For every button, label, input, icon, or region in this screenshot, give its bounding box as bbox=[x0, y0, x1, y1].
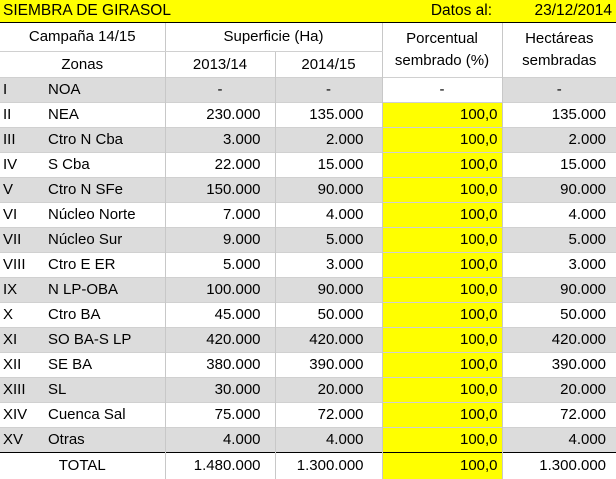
surface-2013-14: 9.000 bbox=[165, 228, 275, 253]
surface-2014-15: 5.000 bbox=[275, 228, 382, 253]
surface-2014-15: 50.000 bbox=[275, 303, 382, 328]
date-value: 23/12/2014 bbox=[502, 0, 616, 23]
hectares-sown: 3.000 bbox=[502, 253, 616, 278]
hectares-sown: 20.000 bbox=[502, 378, 616, 403]
total-row bbox=[0, 453, 616, 479]
surface-2013-14: 30.000 bbox=[165, 378, 275, 403]
zone-name: Otras bbox=[48, 428, 165, 453]
zone-name: Ctro BA bbox=[48, 303, 165, 328]
zone-number: III bbox=[0, 128, 48, 153]
year1-header: 2013/14 bbox=[165, 52, 275, 78]
surface-2014-15: 90.000 bbox=[275, 278, 382, 303]
hectares-sown: 135.000 bbox=[502, 103, 616, 128]
surface-2014-15: 90.000 bbox=[275, 178, 382, 203]
surface-2014-15: 3.000 bbox=[275, 253, 382, 278]
surface-2014-15: 15.000 bbox=[275, 153, 382, 178]
hectares-header: Hectáreas sembradas bbox=[502, 23, 616, 78]
percent-sown: 100,0 bbox=[382, 203, 502, 228]
percent-sown: 100,0 bbox=[382, 128, 502, 153]
surface-2013-14: 150.000 bbox=[165, 178, 275, 203]
table-row bbox=[0, 78, 616, 103]
total-label: TOTAL bbox=[0, 453, 165, 479]
surface-2014-15: 20.000 bbox=[275, 378, 382, 403]
zone-number: VII bbox=[0, 228, 48, 253]
zone-number: XI bbox=[0, 328, 48, 353]
zone-number: V bbox=[0, 178, 48, 203]
surface-2013-14: - bbox=[165, 78, 275, 103]
percent-sown: 100,0 bbox=[382, 153, 502, 178]
table-row bbox=[0, 353, 616, 378]
zone-name: NEA bbox=[48, 103, 165, 128]
surface-2014-15: 4.000 bbox=[275, 428, 382, 453]
table-row bbox=[0, 303, 616, 328]
total-percent: 100,0 bbox=[382, 453, 502, 479]
date-label: Datos al: bbox=[275, 0, 502, 23]
zone-number: X bbox=[0, 303, 48, 328]
surface-2014-15: 72.000 bbox=[275, 403, 382, 428]
hectares-sown: 4.000 bbox=[502, 203, 616, 228]
surface-2014-15: 135.000 bbox=[275, 103, 382, 128]
zone-name: S Cba bbox=[48, 153, 165, 178]
table-row bbox=[0, 428, 616, 453]
percent-sown: 100,0 bbox=[382, 303, 502, 328]
table-row bbox=[0, 328, 616, 353]
surface-2013-14: 22.000 bbox=[165, 153, 275, 178]
hectares-sown: 90.000 bbox=[502, 178, 616, 203]
hectares-sown: 72.000 bbox=[502, 403, 616, 428]
zone-name: SO BA-S LP bbox=[48, 328, 165, 353]
zone-name: SL bbox=[48, 378, 165, 403]
title-row bbox=[0, 0, 616, 23]
zone-number: II bbox=[0, 103, 48, 128]
percent-sown: 100,0 bbox=[382, 378, 502, 403]
zone-number: XIII bbox=[0, 378, 48, 403]
year2-header: 2014/15 bbox=[275, 52, 382, 78]
percent-sown: 100,0 bbox=[382, 178, 502, 203]
zone-number: XII bbox=[0, 353, 48, 378]
table-row bbox=[0, 253, 616, 278]
zone-number: XIV bbox=[0, 403, 48, 428]
percent-sown: 100,0 bbox=[382, 278, 502, 303]
table-row bbox=[0, 178, 616, 203]
zone-name: NOA bbox=[48, 78, 165, 103]
percent-sown: 100,0 bbox=[382, 228, 502, 253]
percent-header: Porcentual sembrado (%) bbox=[382, 23, 502, 78]
zone-name: N LP-OBA bbox=[48, 278, 165, 303]
hectares-sown: 2.000 bbox=[502, 128, 616, 153]
total-hectares: 1.300.000 bbox=[502, 453, 616, 479]
percent-sown: 100,0 bbox=[382, 328, 502, 353]
surface-2014-15: 420.000 bbox=[275, 328, 382, 353]
percent-sown: 100,0 bbox=[382, 103, 502, 128]
header-row-1 bbox=[0, 23, 616, 52]
hectares-sown: - bbox=[502, 78, 616, 103]
surface-2013-14: 3.000 bbox=[165, 128, 275, 153]
percent-sown: 100,0 bbox=[382, 428, 502, 453]
table-row bbox=[0, 128, 616, 153]
percent-sown: 100,0 bbox=[382, 253, 502, 278]
zone-number: IX bbox=[0, 278, 48, 303]
table-row bbox=[0, 153, 616, 178]
zone-number: XV bbox=[0, 428, 48, 453]
table-row bbox=[0, 378, 616, 403]
table-row bbox=[0, 403, 616, 428]
surface-2013-14: 420.000 bbox=[165, 328, 275, 353]
campaign-header: Campaña 14/15 bbox=[0, 23, 165, 52]
hectares-sown: 5.000 bbox=[502, 228, 616, 253]
zone-number: I bbox=[0, 78, 48, 103]
surface-2013-14: 230.000 bbox=[165, 103, 275, 128]
zone-name: SE BA bbox=[48, 353, 165, 378]
surface-2013-14: 45.000 bbox=[165, 303, 275, 328]
hectares-sown: 15.000 bbox=[502, 153, 616, 178]
zone-name: Núcleo Norte bbox=[48, 203, 165, 228]
zone-name: Núcleo Sur bbox=[48, 228, 165, 253]
zones-header: Zonas bbox=[0, 52, 165, 78]
sheet-title: SIEMBRA DE GIRASOL bbox=[0, 0, 275, 23]
surface-2014-15: 2.000 bbox=[275, 128, 382, 153]
surface-header: Superficie (Ha) bbox=[165, 23, 382, 52]
surface-2013-14: 4.000 bbox=[165, 428, 275, 453]
hectares-sown: 50.000 bbox=[502, 303, 616, 328]
surface-2013-14: 380.000 bbox=[165, 353, 275, 378]
surface-2014-15: 4.000 bbox=[275, 203, 382, 228]
zone-name: Cuenca Sal bbox=[48, 403, 165, 428]
surface-2013-14: 75.000 bbox=[165, 403, 275, 428]
zone-name: Ctro N SFe bbox=[48, 178, 165, 203]
hectares-sown: 4.000 bbox=[502, 428, 616, 453]
percent-sown: 100,0 bbox=[382, 403, 502, 428]
table-row bbox=[0, 103, 616, 128]
surface-2014-15: 390.000 bbox=[275, 353, 382, 378]
zone-name: Ctro E ER bbox=[48, 253, 165, 278]
total-2013-14: 1.480.000 bbox=[165, 453, 275, 479]
surface-2014-15: - bbox=[275, 78, 382, 103]
zone-name: Ctro N Cba bbox=[48, 128, 165, 153]
zone-number: VIII bbox=[0, 253, 48, 278]
total-2014-15: 1.300.000 bbox=[275, 453, 382, 479]
surface-2013-14: 7.000 bbox=[165, 203, 275, 228]
zone-number: VI bbox=[0, 203, 48, 228]
percent-sown: - bbox=[382, 78, 502, 103]
hectares-sown: 420.000 bbox=[502, 328, 616, 353]
percent-sown: 100,0 bbox=[382, 353, 502, 378]
table-row bbox=[0, 278, 616, 303]
table-row bbox=[0, 203, 616, 228]
hectares-sown: 390.000 bbox=[502, 353, 616, 378]
surface-2013-14: 100.000 bbox=[165, 278, 275, 303]
table-row bbox=[0, 228, 616, 253]
surface-2013-14: 5.000 bbox=[165, 253, 275, 278]
zone-number: IV bbox=[0, 153, 48, 178]
hectares-sown: 90.000 bbox=[502, 278, 616, 303]
